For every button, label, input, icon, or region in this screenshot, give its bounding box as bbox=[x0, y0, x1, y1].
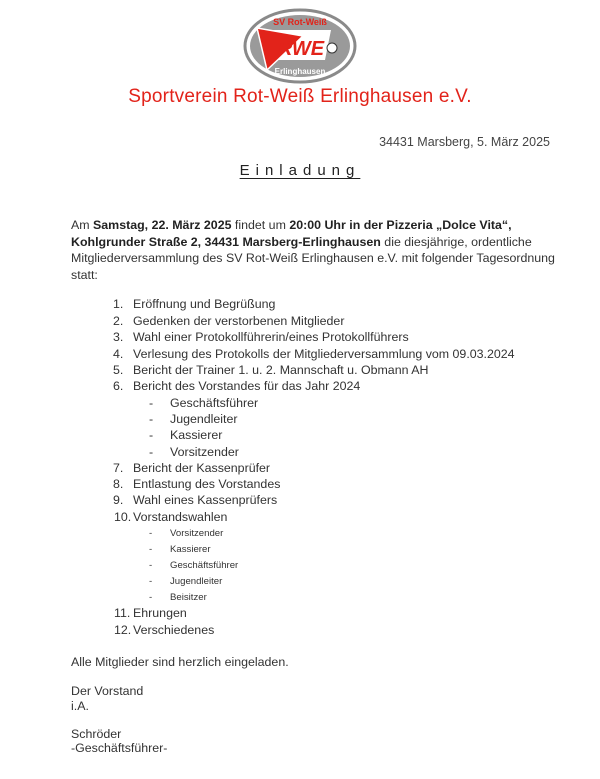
agenda-number: 11. bbox=[114, 606, 131, 620]
agenda-subitem: Beisitzer bbox=[170, 592, 207, 603]
meeting-date: Samstag, 22. März 2025 bbox=[93, 218, 232, 232]
agenda-number: 12. bbox=[114, 623, 132, 637]
club-name: Sportverein Rot-Weiß Erlinghausen e.V. bbox=[128, 86, 472, 107]
club-logo bbox=[243, 8, 357, 84]
logo-top-text: SV Rot-Weiß bbox=[273, 17, 327, 27]
signature-board: Der Vorstand bbox=[71, 684, 144, 698]
intro-line-1 bbox=[71, 217, 561, 234]
agenda-item: Bericht der Kassenprüfer bbox=[133, 461, 271, 475]
signature-name: Schröder bbox=[71, 727, 122, 741]
intro-line-2 bbox=[71, 234, 561, 251]
intro-line-4: statt: bbox=[71, 267, 98, 282]
meeting-address: Kohlgrunder Straße 2, 34431 Marsberg-Erlinghausen bbox=[71, 234, 381, 249]
signature-role: -Geschäftsführer- bbox=[71, 741, 168, 755]
agenda-subitem: Geschäftsführer bbox=[170, 560, 239, 571]
agenda-item: Wahl einer Protokollführerin/eines Protokollführers bbox=[133, 330, 409, 344]
bullet-dash: - bbox=[149, 592, 153, 603]
meeting-time-location: 20:00 Uhr in der Pizzeria „Dolce Vita“, bbox=[289, 218, 512, 232]
agenda-item: Bericht der Trainer 1. u. 2. Mannschaft u. Obmann AH bbox=[133, 363, 429, 377]
agenda-subitem: Geschäftsführer bbox=[170, 396, 259, 410]
agenda-item: Verschiedenes bbox=[133, 623, 215, 637]
intro-text: findet um bbox=[231, 218, 290, 232]
intro-text: Am bbox=[71, 218, 94, 232]
intro-text: die diesjährige, ordentliche bbox=[380, 234, 532, 249]
bullet-dash: - bbox=[149, 544, 153, 555]
agenda-number: 2. bbox=[113, 314, 124, 328]
agenda-number: 6. bbox=[113, 379, 124, 393]
agenda-number: 7. bbox=[113, 461, 124, 475]
agenda-number: 3. bbox=[113, 330, 124, 344]
document-title: Einladung bbox=[239, 162, 361, 179]
agenda-subitem: Kassierer bbox=[170, 428, 223, 442]
agenda-number: 5. bbox=[113, 363, 124, 377]
agenda-number: 8. bbox=[113, 477, 124, 491]
agenda-subitem: Jugendleiter bbox=[170, 412, 238, 426]
agenda-number: 1. bbox=[113, 297, 124, 311]
agenda-item: Eröffnung und Begrüßung bbox=[133, 297, 276, 311]
agenda-item: Entlastung des Vorstandes bbox=[133, 477, 281, 491]
agenda-item: Bericht des Vorstandes für das Jahr 2024 bbox=[133, 379, 361, 393]
bullet-dash: - bbox=[149, 445, 154, 459]
intro-paragraph bbox=[71, 217, 561, 283]
bullet-dash: - bbox=[149, 576, 153, 587]
agenda-item: Verlesung des Protokolls der Mitgliederversammlung vom 09.03.2024 bbox=[133, 347, 515, 361]
agenda-number: 9. bbox=[113, 493, 124, 507]
bullet-dash: - bbox=[149, 560, 153, 571]
intro-line-3: Mitgliederversammlung des SV Rot-Weiß Erlinghausen e.V. mit folgender Tagesordnung bbox=[71, 251, 555, 265]
signature-ia: i.A. bbox=[71, 699, 89, 713]
agenda-item: Wahl eines Kassenprüfers bbox=[133, 493, 278, 507]
bullet-dash: - bbox=[149, 412, 154, 426]
bullet-dash: - bbox=[149, 528, 153, 539]
agenda-subitem: Jugendleiter bbox=[170, 576, 223, 587]
agenda-item: Vorstandswahlen bbox=[133, 510, 228, 524]
closing-invitation: Alle Mitglieder sind herzlich eingeladen. bbox=[71, 655, 289, 669]
agenda-item: Ehrungen bbox=[133, 606, 187, 620]
agenda-subitem: Vorsitzender bbox=[170, 445, 239, 459]
logo-bottom-text: Erlinghausen bbox=[274, 67, 326, 76]
agenda-number: 4. bbox=[113, 347, 124, 361]
agenda-subitem: Vorsitzender bbox=[170, 528, 224, 539]
bullet-dash: - bbox=[149, 428, 154, 442]
place-date: 34431 Marsberg, 5. März 2025 bbox=[379, 135, 550, 149]
logo-letters: RWE bbox=[277, 38, 325, 60]
agenda-subitem: Kassierer bbox=[170, 544, 211, 555]
bullet-dash: - bbox=[149, 396, 154, 410]
agenda-item: Gedenken der verstorbenen Mitglieder bbox=[133, 314, 345, 328]
agenda-number: 10. bbox=[114, 510, 132, 524]
